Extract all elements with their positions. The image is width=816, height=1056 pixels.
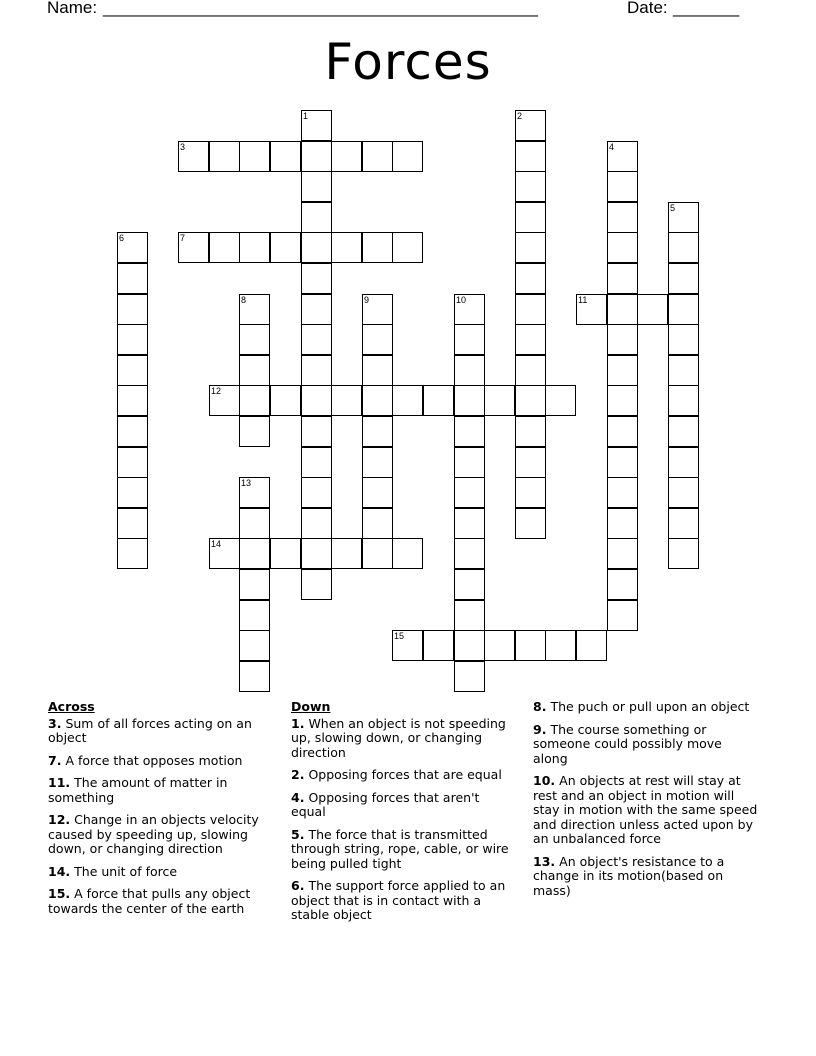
grid-cell[interactable] <box>515 232 546 263</box>
grid-cell[interactable] <box>117 263 148 294</box>
clue-number: 13. <box>533 853 556 869</box>
grid-cell[interactable] <box>301 141 332 172</box>
grid-cell[interactable] <box>239 538 270 569</box>
grid-cell[interactable] <box>454 600 485 631</box>
grid-cell[interactable] <box>178 141 209 172</box>
cell-number: 13 <box>241 478 252 488</box>
grid-cell[interactable] <box>301 569 332 600</box>
grid-cell[interactable] <box>545 385 576 416</box>
grid-cell[interactable] <box>668 416 699 447</box>
cell-number: 4 <box>609 142 615 152</box>
clue-number: 8. <box>533 699 547 714</box>
cell-number: 8 <box>241 295 247 305</box>
grid-cell[interactable] <box>392 538 423 569</box>
grid-cell[interactable] <box>270 538 301 569</box>
grid-cell[interactable] <box>331 385 362 416</box>
clue-item <box>291 879 517 923</box>
clue-number: 5. <box>291 826 305 842</box>
cell-number: 6 <box>119 233 125 243</box>
grid-cell[interactable] <box>331 141 362 172</box>
clue-number: 3. <box>48 715 62 731</box>
cell-number: 11 <box>578 295 588 305</box>
grid-cell[interactable] <box>301 447 332 478</box>
grid-cell[interactable] <box>607 416 638 447</box>
clue-number: 7. <box>48 752 62 768</box>
down-clues-continued <box>533 700 759 906</box>
clue-text: The puch or pull upon an object <box>550 699 750 714</box>
grid-cell[interactable] <box>239 600 270 631</box>
grid-cell[interactable] <box>454 447 485 478</box>
grid-cell[interactable] <box>239 477 270 508</box>
clue-text: A force that pulls any object towards the center of the earth <box>48 886 251 916</box>
clue-text: Change in an objects velocity caused by speeding up, slowing down, or changing direction <box>48 812 259 856</box>
grid-cell[interactable] <box>301 324 332 355</box>
grid-cell[interactable] <box>515 294 546 325</box>
grid-cell[interactable] <box>668 232 699 263</box>
grid-cell[interactable] <box>331 538 362 569</box>
clue-item <box>533 855 759 899</box>
grid-cell[interactable] <box>668 447 699 478</box>
cell-number: 15 <box>394 631 405 641</box>
grid-cell[interactable] <box>331 232 362 263</box>
grid-cell[interactable] <box>392 385 423 416</box>
grid-cell[interactable] <box>607 569 638 600</box>
cell-number: 14 <box>211 539 222 549</box>
grid-cell[interactable] <box>362 416 393 447</box>
clue-text: When an object is not speeding up, slowing down, or changing direction <box>291 715 506 760</box>
grid-cell[interactable] <box>362 508 393 539</box>
grid-cell[interactable] <box>117 508 148 539</box>
grid-cell[interactable] <box>607 171 638 202</box>
grid-cell[interactable] <box>515 355 546 386</box>
clue-text: The force that is transmitted through string, rope, cable, or wire being pulled tight <box>291 826 509 871</box>
grid-cell[interactable] <box>668 477 699 508</box>
cell-number: 1 <box>303 111 309 121</box>
grid-cell[interactable] <box>607 202 638 233</box>
grid-cell[interactable] <box>362 447 393 478</box>
grid-cell[interactable] <box>515 171 546 202</box>
grid-cell[interactable] <box>301 110 332 141</box>
clue-item <box>291 828 517 872</box>
grid-cell[interactable] <box>301 232 332 263</box>
clue-item <box>48 717 280 746</box>
grid-cell[interactable] <box>668 355 699 386</box>
grid-cell[interactable] <box>178 232 209 263</box>
cell-number: 5 <box>670 203 676 213</box>
clue-text: A force that opposes motion <box>65 752 243 768</box>
clue-number: 1. <box>291 715 305 731</box>
clue-text: An objects at rest will stay at rest and an object in motion will stay in motion with the same speed and direction unless acted upon by an unbalanced force <box>533 773 758 846</box>
grid-cell[interactable] <box>239 232 270 263</box>
grid-cell[interactable] <box>301 263 332 294</box>
grid-cell[interactable] <box>239 661 270 692</box>
grid-cell[interactable] <box>117 294 148 325</box>
grid-cell[interactable] <box>515 110 546 141</box>
grid-cell[interactable] <box>209 141 240 172</box>
clue-item <box>48 865 280 880</box>
grid-cell[interactable] <box>362 141 393 172</box>
clue-item <box>291 717 517 761</box>
name-label: Name: <box>47 0 102 17</box>
clue-number: 9. <box>533 721 547 737</box>
clue-text: Sum of all forces acting on an object <box>48 715 252 745</box>
grid-cell[interactable] <box>239 630 270 661</box>
cell-number: 9 <box>364 295 370 305</box>
clue-number: 2. <box>291 767 305 782</box>
clue-number: 11. <box>48 775 71 790</box>
grid-cell[interactable] <box>301 508 332 539</box>
clue-number: 6. <box>291 878 305 893</box>
clue-item <box>533 723 759 767</box>
clue-number: 12. <box>48 812 71 827</box>
grid-cell[interactable] <box>362 232 393 263</box>
grid-cell[interactable] <box>117 416 148 447</box>
grid-cell[interactable] <box>209 232 240 263</box>
grid-cell[interactable] <box>607 600 638 631</box>
grid-cell[interactable] <box>454 661 485 692</box>
grid-cell[interactable] <box>515 508 546 539</box>
grid-cell[interactable] <box>515 447 546 478</box>
grid-cell[interactable] <box>301 477 332 508</box>
grid-cell[interactable] <box>454 477 485 508</box>
grid-cell[interactable] <box>454 416 485 447</box>
grid-cell[interactable] <box>117 232 148 263</box>
grid-cell[interactable] <box>392 232 423 263</box>
clue-text: The amount of matter in something <box>48 775 228 805</box>
grid-cell[interactable] <box>301 202 332 233</box>
grid-cell[interactable] <box>668 263 699 294</box>
grid-cell[interactable] <box>668 385 699 416</box>
cell-number: 7 <box>180 233 186 243</box>
grid-cell[interactable] <box>270 141 301 172</box>
grid-cell[interactable] <box>454 508 485 539</box>
grid-cell[interactable] <box>607 324 638 355</box>
clue-number: 10. <box>533 773 556 788</box>
grid-cell[interactable] <box>362 355 393 386</box>
clue-number: 14. <box>48 863 71 879</box>
grid-cell[interactable] <box>545 630 576 661</box>
puzzle-title: Forces <box>324 33 492 91</box>
clue-number: 4. <box>291 789 305 805</box>
grid-cell[interactable] <box>454 324 485 355</box>
grid-cell[interactable] <box>607 263 638 294</box>
date-label: Date: <box>627 0 673 17</box>
grid-cell[interactable] <box>392 141 423 172</box>
grid-cell[interactable] <box>117 477 148 508</box>
clue-item <box>48 813 280 857</box>
grid-cell[interactable] <box>301 171 332 202</box>
grid-cell[interactable] <box>301 355 332 386</box>
clue-number: 15. <box>48 886 71 901</box>
grid-cell[interactable] <box>454 355 485 386</box>
grid-cell[interactable] <box>668 294 699 325</box>
clue-item <box>48 887 280 916</box>
grid-cell[interactable] <box>515 324 546 355</box>
across-heading: Across <box>48 699 95 714</box>
grid-cell[interactable] <box>484 385 515 416</box>
grid-cell[interactable] <box>668 538 699 569</box>
grid-cell[interactable] <box>117 447 148 478</box>
grid-cell[interactable] <box>607 141 638 172</box>
clue-item <box>48 754 280 769</box>
name-field[interactable]: ______________________________________________ <box>103 0 538 17</box>
grid-cell[interactable] <box>515 630 546 661</box>
grid-cell[interactable] <box>454 630 485 661</box>
grid-cell[interactable] <box>423 385 454 416</box>
grid-cell[interactable] <box>637 294 668 325</box>
grid-cell[interactable] <box>515 477 546 508</box>
grid-cell[interactable] <box>576 630 607 661</box>
grid-cell[interactable] <box>362 538 393 569</box>
grid-cell[interactable] <box>668 202 699 233</box>
grid-cell[interactable] <box>454 569 485 600</box>
grid-cell[interactable] <box>668 324 699 355</box>
grid-cell[interactable] <box>515 202 546 233</box>
grid-cell[interactable] <box>454 538 485 569</box>
grid-cell[interactable] <box>239 294 270 325</box>
grid-cell[interactable] <box>484 630 515 661</box>
down-clues <box>291 700 517 931</box>
cell-number: 10 <box>456 295 467 305</box>
grid-cell[interactable] <box>301 385 332 416</box>
grid-cell[interactable] <box>607 385 638 416</box>
grid-cell[interactable] <box>239 385 270 416</box>
grid-cell[interactable] <box>392 630 423 661</box>
grid-cell[interactable] <box>515 141 546 172</box>
grid-cell[interactable] <box>239 141 270 172</box>
date-field[interactable]: _______ <box>673 0 740 17</box>
grid-cell[interactable] <box>362 324 393 355</box>
grid-cell[interactable] <box>607 232 638 263</box>
grid-cell[interactable] <box>454 294 485 325</box>
clue-item <box>533 774 759 847</box>
across-clues <box>48 700 280 924</box>
grid-cell[interactable] <box>239 355 270 386</box>
grid-cell[interactable] <box>239 569 270 600</box>
grid-cell[interactable] <box>454 385 485 416</box>
grid-cell[interactable] <box>515 416 546 447</box>
grid-cell[interactable] <box>607 508 638 539</box>
clue-text: The course something or someone could possibly move along <box>533 721 722 766</box>
grid-cell[interactable] <box>607 538 638 569</box>
grid-cell[interactable] <box>668 508 699 539</box>
clue-item <box>48 776 280 805</box>
grid-cell[interactable] <box>239 508 270 539</box>
clue-item <box>291 768 517 783</box>
clue-text: Opposing forces that are equal <box>308 767 502 782</box>
grid-cell[interactable] <box>515 385 546 416</box>
grid-cell[interactable] <box>301 416 332 447</box>
grid-cell[interactable] <box>239 324 270 355</box>
grid-cell[interactable] <box>270 385 301 416</box>
grid-cell[interactable] <box>209 538 240 569</box>
grid-cell[interactable] <box>423 630 454 661</box>
grid-cell[interactable] <box>117 355 148 386</box>
clue-text: An object's resistance to a change in its motion(based on mass) <box>533 853 725 898</box>
down-heading: Down <box>291 699 331 714</box>
grid-cell[interactable] <box>362 294 393 325</box>
grid-cell[interactable] <box>607 355 638 386</box>
grid-cell[interactable] <box>515 263 546 294</box>
grid-cell[interactable] <box>362 477 393 508</box>
grid-cell[interactable] <box>576 294 607 325</box>
cell-number: 3 <box>180 142 186 152</box>
grid-cell[interactable] <box>607 294 638 325</box>
grid-cell[interactable] <box>239 416 270 447</box>
grid-cell[interactable] <box>301 538 332 569</box>
grid-cell[interactable] <box>362 385 393 416</box>
grid-cell[interactable] <box>117 385 148 416</box>
clue-item <box>533 700 759 715</box>
cell-number: 2 <box>517 111 523 121</box>
clue-text: Opposing forces that aren't equal <box>291 789 480 819</box>
grid-cell[interactable] <box>117 324 148 355</box>
grid-cell[interactable] <box>607 447 638 478</box>
cell-number: 12 <box>211 386 222 396</box>
clue-item <box>291 791 517 820</box>
clue-text: The support force applied to an object that is in contact with a stable object <box>291 878 506 922</box>
grid-cell[interactable] <box>117 538 148 569</box>
clue-text: The unit of force <box>74 863 178 879</box>
grid-cell[interactable] <box>301 294 332 325</box>
grid-cell[interactable] <box>607 477 638 508</box>
grid-cell[interactable] <box>209 385 240 416</box>
grid-cell[interactable] <box>270 232 301 263</box>
